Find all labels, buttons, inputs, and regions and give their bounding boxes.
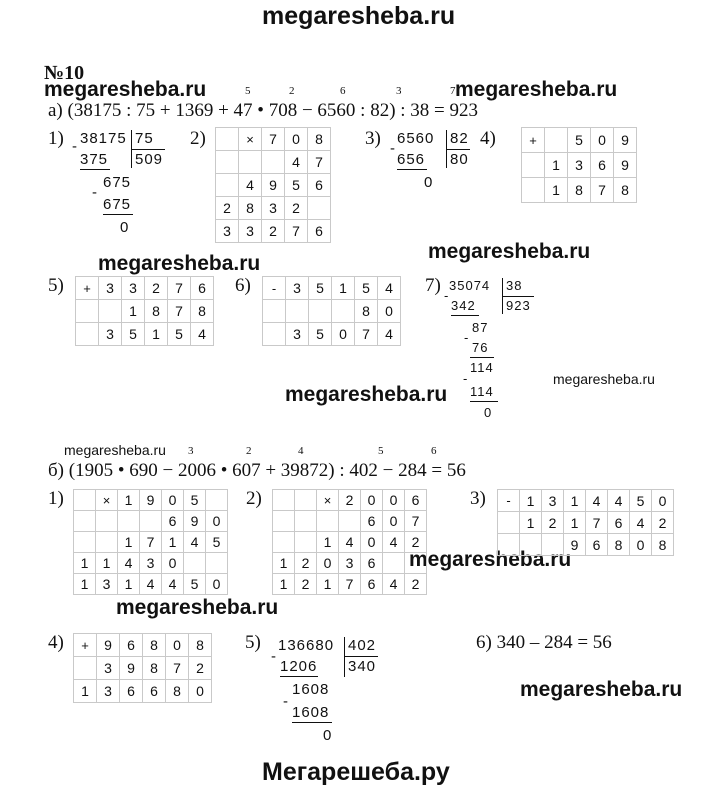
watermark: megaresheba.ru <box>455 78 618 101</box>
order-mark: 2 <box>289 85 295 97</box>
site-footer: Мегарешеба.ру <box>262 758 450 786</box>
equation-b: б) (1905 • 690 − 2006 • 607 + 39872) : 402 − 284 = 56 <box>48 460 466 481</box>
dividend: 38175 <box>80 130 127 147</box>
final-step: 6) 340 – 284 = 56 <box>476 632 612 653</box>
step-label: 1) <box>48 128 64 149</box>
step: 675 <box>103 174 132 191</box>
step-label: 6) <box>235 275 251 296</box>
watermark: megaresheba.ru <box>285 383 448 406</box>
step: 375 <box>80 151 109 168</box>
step-label: 2) <box>246 488 262 509</box>
step-label: 7) <box>425 275 441 296</box>
order-mark: 3 <box>188 445 194 457</box>
order-mark: 6 <box>340 85 346 97</box>
step-label: 3) <box>365 128 381 149</box>
divisor: 75 <box>135 130 154 147</box>
addition-grid: + 5 0 9 1 3 6 9 1 8 7 8 <box>521 127 637 203</box>
step-label: 4) <box>48 632 64 653</box>
step-label: 1) <box>48 488 64 509</box>
watermark: megaresheba.ru <box>409 548 572 571</box>
step-label: 3) <box>470 488 486 509</box>
step-label: 2) <box>190 128 206 149</box>
step-label: 5) <box>245 632 261 653</box>
order-mark: 7 <box>450 85 456 97</box>
watermark: megaresheba.ru <box>44 78 207 101</box>
watermark: megaresheba.ru <box>520 678 683 701</box>
step-label: 4) <box>480 128 496 149</box>
step: 675 <box>103 196 132 213</box>
order-mark: 4 <box>298 445 304 457</box>
site-title: megaresheba.ru <box>262 2 456 30</box>
watermark: megaresheba.ru <box>98 252 261 275</box>
multiplication-grid: × 1 9 0 5 6 9 0 1 7 1 4 5 1 1 4 3 0 1 3 1 4 4 5 0 <box>73 489 228 595</box>
times-sign: × <box>239 128 262 151</box>
addition-grid: + 3 3 2 7 6 1 8 7 8 3 5 1 5 4 <box>75 276 214 346</box>
watermark: megaresheba.ru <box>553 371 655 387</box>
step-label: 5) <box>48 275 64 296</box>
problem-number: №10 <box>44 62 85 84</box>
multiplication-grid: × 2 0 0 6 6 0 7 1 4 0 4 2 1 2 0 3 6 1 2 1 7 6 4 2 <box>272 489 427 595</box>
quotient: 509 <box>135 151 164 168</box>
order-mark: 6 <box>431 445 437 457</box>
addition-grid: + 9 6 8 0 8 3 9 8 7 2 1 3 6 6 8 0 <box>73 633 212 703</box>
multiplication-grid: × 7 0 8 4 7 4 9 5 6 2 8 3 2 3 3 2 7 6 <box>215 127 331 243</box>
watermark: megaresheba.ru <box>64 442 166 458</box>
watermark: megaresheba.ru <box>116 596 279 619</box>
subtraction-grid: - 1 3 1 4 4 5 0 1 2 1 7 6 4 2 9 6 8 0 8 <box>497 489 674 556</box>
order-mark: 5 <box>245 85 251 97</box>
step: 0 <box>120 219 130 236</box>
subtraction-grid: - 3 5 1 5 4 8 0 3 5 0 7 4 <box>262 276 401 346</box>
watermark: megaresheba.ru <box>428 240 591 263</box>
order-mark: 2 <box>246 445 252 457</box>
equation-a: а) (38175 : 75 + 1369 + 47 • 708 − 6560 : 82) : 38 = 923 <box>48 100 479 121</box>
order-mark: 3 <box>396 85 402 97</box>
order-mark: 5 <box>378 445 384 457</box>
